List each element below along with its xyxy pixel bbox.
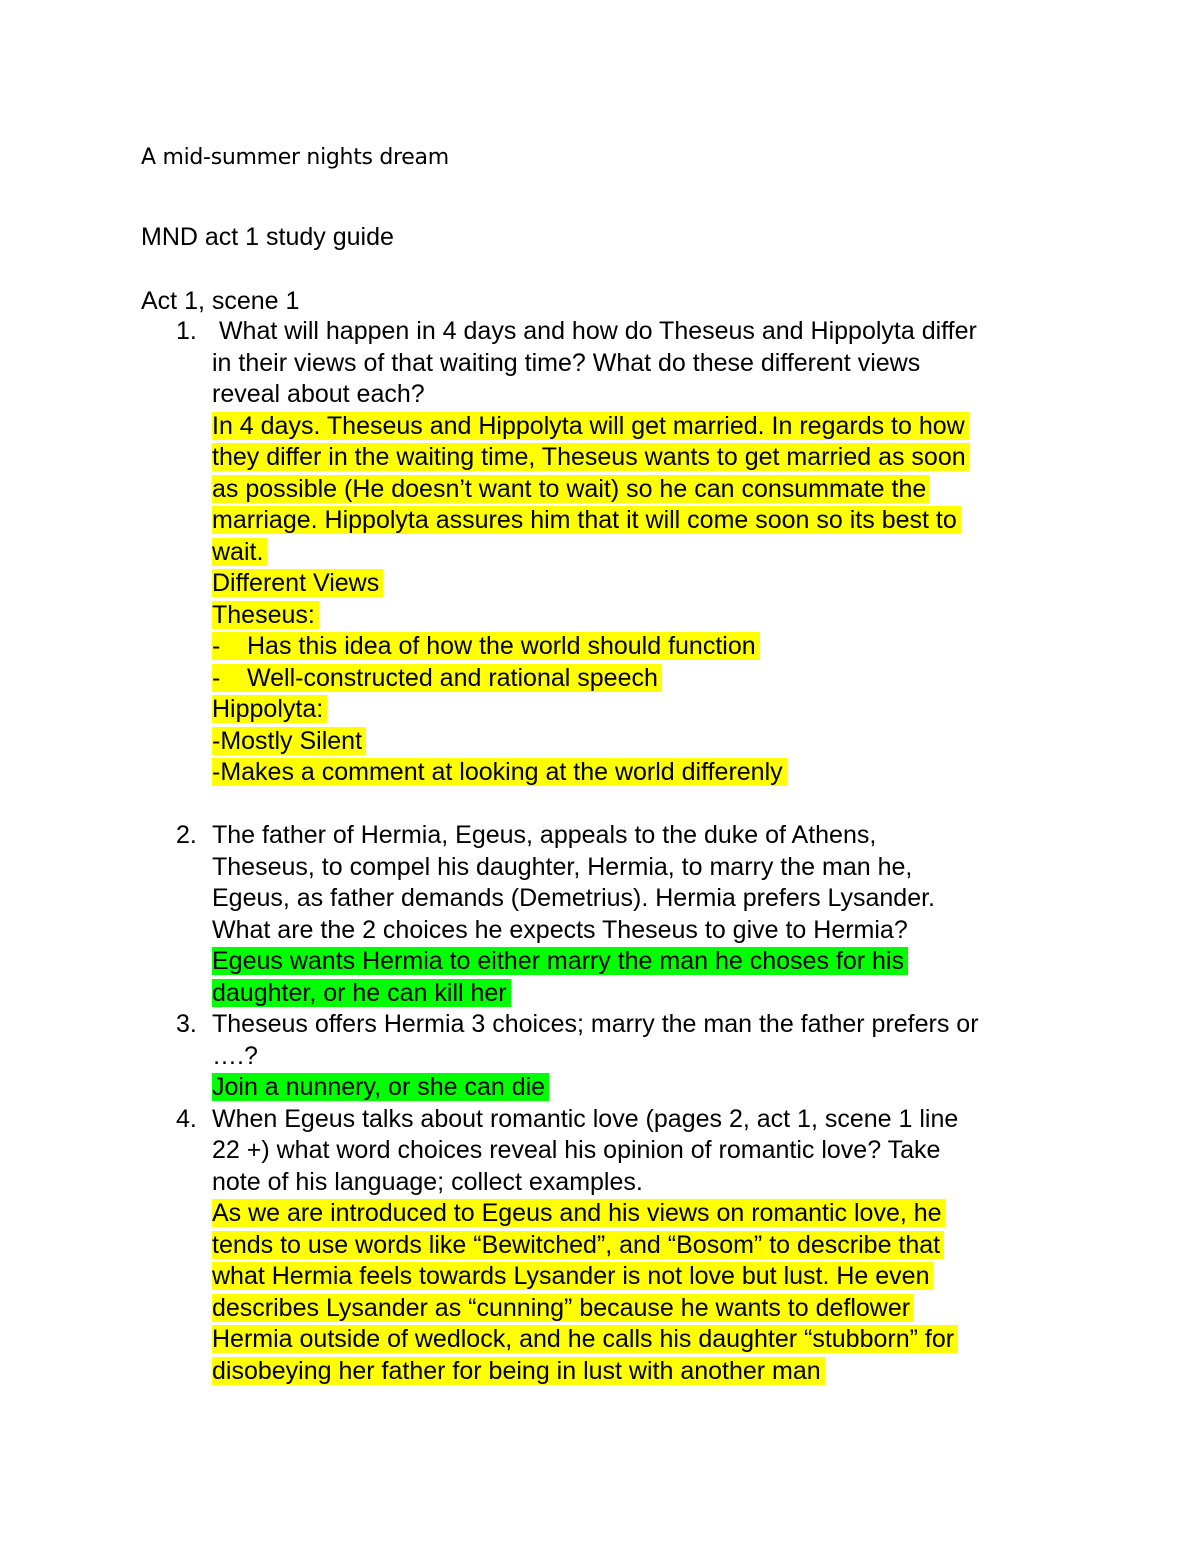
question-number: 3.	[176, 1010, 197, 1038]
question-text-line: Theseus, to compel his daughter, Hermia, to marry the man he,	[212, 852, 913, 881]
question-text-line: in their views of that waiting time? What do these different views	[212, 348, 921, 377]
question-number: 1.	[176, 317, 197, 345]
question-number: 4.	[176, 1104, 197, 1133]
bullet-text: Well-constructed and rational speech	[247, 663, 658, 692]
answer-highlight-line: tends to use words like “Bewitched”, and “Bosom” to describe that	[212, 1231, 944, 1259]
question-text-line: ….?	[212, 1041, 258, 1070]
answer-highlight-line: they differ in the waiting time, Theseus wants to get married as soon	[212, 443, 970, 471]
question-text-line: reveal about each?	[212, 380, 425, 408]
question-text-line: Theseus offers Hermia 3 choices; marry the man the father prefers or	[212, 1010, 979, 1038]
document-title: A mid-summer nights dream	[141, 145, 449, 170]
question-text-line: Egeus, as father demands (Demetrius). Hermia prefers Lysander.	[212, 884, 935, 912]
different-views-heading: Different Views	[212, 569, 383, 597]
question-text-line: The father of Hermia, Egeus, appeals to the duke of Athens,	[212, 821, 877, 849]
answer-highlight-line: what Hermia feels towards Lysander is not love but lust. He even	[212, 1262, 933, 1290]
question-text-line: note of his language; collect examples.	[212, 1167, 643, 1196]
paragraph-gap	[141, 789, 1061, 821]
answer-highlight-line: Egeus wants Hermia to either marry the man he choses for his	[212, 947, 908, 975]
bullet-text: Has this idea of how the world should function	[247, 632, 756, 660]
study-guide-subtitle: MND act 1 study guide	[141, 223, 394, 251]
question-text-line: What will happen in 4 days and how do Theseus and Hippolyta differ	[212, 317, 977, 345]
answer-highlight-line: as possible (He doesn’t want to wait) so he can consummate the	[212, 475, 930, 503]
question-text-line: When Egeus talks about romantic love (pages 2, act 1, scene 1 line	[212, 1104, 959, 1133]
question-item-4	[141, 1104, 1061, 1388]
bullet-marker: -	[212, 663, 221, 692]
question-text-line: What are the 2 choices he expects Theseus to give to Hermia?	[212, 915, 908, 944]
answer-highlight-line: Hermia outside of wedlock, and he calls his daughter “stubborn” for	[212, 1325, 958, 1353]
question-item-1	[141, 316, 1061, 789]
answer-highlight-line: describes Lysander as “cunning” because he wants to deflower	[212, 1294, 914, 1322]
answer-highlight-line: In 4 days. Theseus and Hippolyta will get married. In regards to how	[212, 412, 969, 440]
hippolyta-note: -Mostly Silent	[212, 727, 366, 755]
answer-highlight-line: wait.	[212, 538, 267, 566]
answer-highlight-line: daughter, or he can kill her	[212, 979, 511, 1007]
question-item-2	[141, 820, 1061, 1009]
theseus-bullet	[212, 664, 662, 692]
answer-highlight-line: As we are introduced to Egeus and his views on romantic love, he	[212, 1199, 946, 1227]
hippolyta-note: -Makes a comment at looking at the world differenly	[212, 758, 787, 786]
bullet-marker: -	[212, 632, 221, 660]
question-list	[141, 316, 1061, 1387]
answer-highlight-line: marriage. Hippolyta assures him that it will come soon so its best to	[212, 506, 961, 534]
question-number: 2.	[176, 821, 197, 849]
answer-highlight-line: disobeying her father for being in lust with another man	[212, 1357, 825, 1385]
answer-highlight-line: Join a nunnery, or she can die	[212, 1073, 549, 1101]
scene-heading: Act 1, scene 1	[141, 287, 300, 315]
theseus-label: Theseus:	[212, 601, 319, 629]
question-text-line: 22 +) what word choices reveal his opinion of romantic love? Take	[212, 1136, 941, 1164]
theseus-bullet	[212, 632, 760, 660]
question-item-3	[141, 1009, 1061, 1104]
hippolyta-label: Hippolyta:	[212, 695, 327, 723]
